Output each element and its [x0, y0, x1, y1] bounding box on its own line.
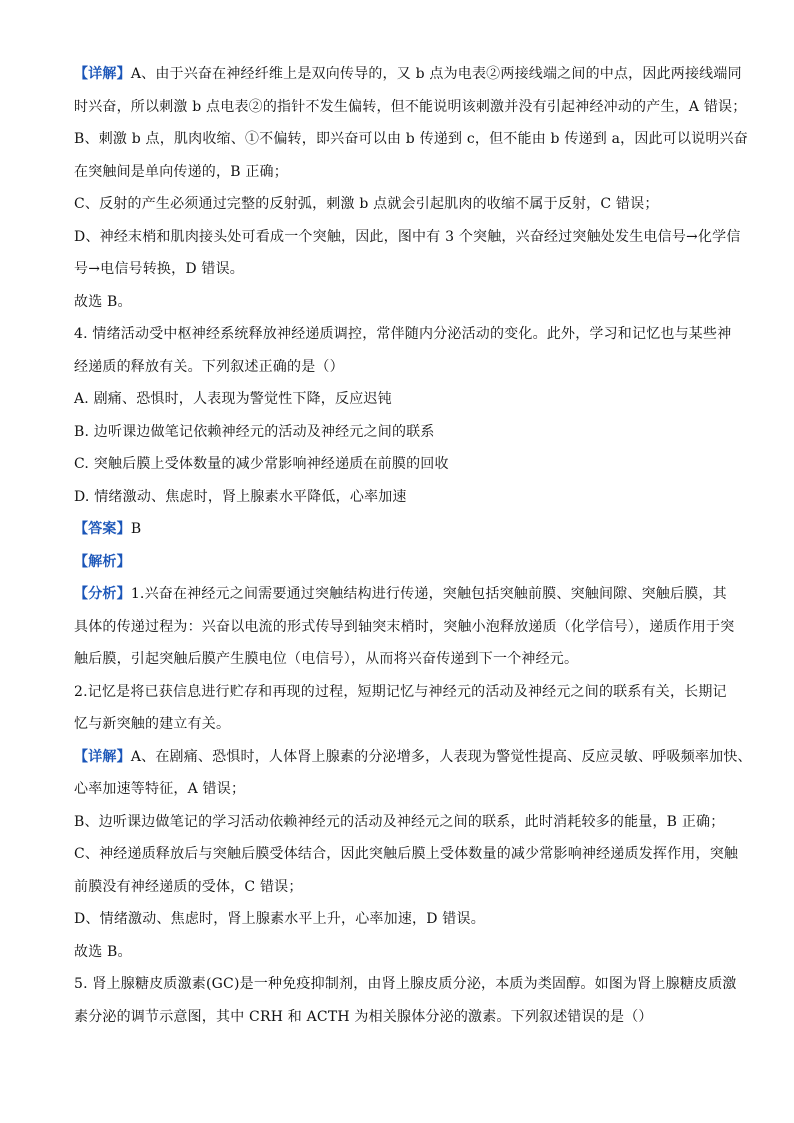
detail-line-1: 【详解】A、由于兴奋在神经纤维上是双向传导的，又 b 点为电表②两接线端之间的中点，因此两接线端同: [74, 66, 742, 82]
xiangjie-line-7: 故选 B。: [74, 944, 132, 960]
detail-tag: 【详解】: [74, 66, 131, 82]
detail-line-2: 时兴奋，所以刺激 b 点电表②的指针不发生偏转，但不能说明该刺激并没有引起神经冲动的产生，A 错误；: [74, 99, 747, 115]
answer-line: [74, 521, 141, 537]
detail-line-7: 号→电信号转换，D 错误。: [74, 261, 245, 277]
fenxi-line-2: 具体的传递过程为：兴奋以电流的形式传导到轴突末梢时，突触小泡释放递质（化学信号），递质作用于突: [74, 619, 735, 635]
fenxi-line-1: 【分析】1.兴奋在神经元之间需要通过突触结构进行传递，突触包括突触前膜、突触间隙、突触后膜，其: [74, 586, 727, 602]
xiangjie-line-4: C、神经递质释放后与突触后膜受体结合，因此突触后膜上受体数量的减少常影响神经递质发挥作用，突触: [74, 846, 739, 862]
detail-line-4: 在突触间是单向传递的，B 正确；: [74, 164, 288, 180]
xiangjie-line-1: 【详解】A、在剧痛、恐惧时，人体肾上腺素的分泌增多，人表现为警觉性提高、反应灵敏、呼吸频率加快、: [74, 749, 752, 765]
detail-line-6: D、神经末梢和肌肉接头处可看成一个突触，因此，图中有 3 个突触，兴奋经过突触处发生电信号→化学信: [74, 229, 741, 245]
answer-tag: 【答案】: [74, 521, 131, 537]
conclusion-line: 故选 B。: [74, 294, 132, 310]
detail-line-3: B、刺激 b 点，肌肉收缩、①不偏转，即兴奋可以由 b 传递到 c，但不能由 b 传递到 a，因此可以说明兴奋: [74, 131, 748, 147]
xiangjie-tag: 【详解】: [74, 749, 131, 765]
xiangjie-line-5: 前膜没有神经递质的受体，C 错误；: [74, 879, 303, 895]
option-d: D. 情绪激动、焦虑时，肾上腺素水平降低，心率加速: [74, 489, 407, 505]
fenxi-line-4: 2.记忆是将已获信息进行贮存和再现的过程，短期记忆与神经元的活动及神经元之间的联系有关，长期记: [74, 684, 727, 700]
option-c: C. 突触后膜上受体数量的减少常影响神经递质在前膜的回收: [74, 456, 449, 472]
analysis-line: [74, 554, 131, 570]
xiangjie-line-6: D、情绪激动、焦虑时，肾上腺素水平上升，心率加速，D 错误。: [74, 911, 485, 927]
xiangjie-line-3: B、边听课边做笔记的学习活动依赖神经元的活动及神经元之间的联系，此时消耗较多的能量，B 正确；: [74, 814, 725, 830]
fenxi-line-3: 触后膜，引起突触后膜产生膜电位（电信号），从而将兴奋传递到下一个神经元。: [74, 651, 579, 667]
question-4-stem-2: 经递质的释放有关。下列叙述正确的是（）: [74, 359, 344, 375]
detail-line-5: C、反射的产生必须通过完整的反射弧，刺激 b 点就会引起肌肉的收缩不属于反射，C 错误；: [74, 196, 659, 212]
option-b: B. 边听课边做笔记依赖神经元的活动及神经元之间的联系: [74, 424, 435, 440]
analysis-tag: 【解析】: [74, 554, 131, 570]
fenxi-line-5: 忆与新突触的建立有关。: [74, 716, 231, 732]
question-5-stem-2: 素分泌的调节示意图，其中 CRH 和 ACTH 为相关腺体分泌的激素。下列叙述错误的是（）: [74, 1009, 653, 1025]
option-a: A. 剧痛、恐惧时，人表现为警觉性下降，反应迟钝: [74, 391, 392, 407]
fenxi-tag: 【分析】: [74, 586, 131, 602]
question-4-stem-1: 4. 情绪活动受中枢神经系统释放神经递质调控，常伴随内分泌活动的变化。此外，学习和记忆也与某些神: [74, 326, 732, 342]
answer-value: B: [130, 521, 142, 537]
question-5-stem-1: 5. 肾上腺糖皮质激素(GC)是一种免疫抑制剂，由肾上腺皮质分泌，本质为类固醇。如图为肾上腺糖皮质激: [74, 976, 737, 992]
xiangjie-line-2: 心率加速等特征，A 错误；: [74, 781, 246, 797]
